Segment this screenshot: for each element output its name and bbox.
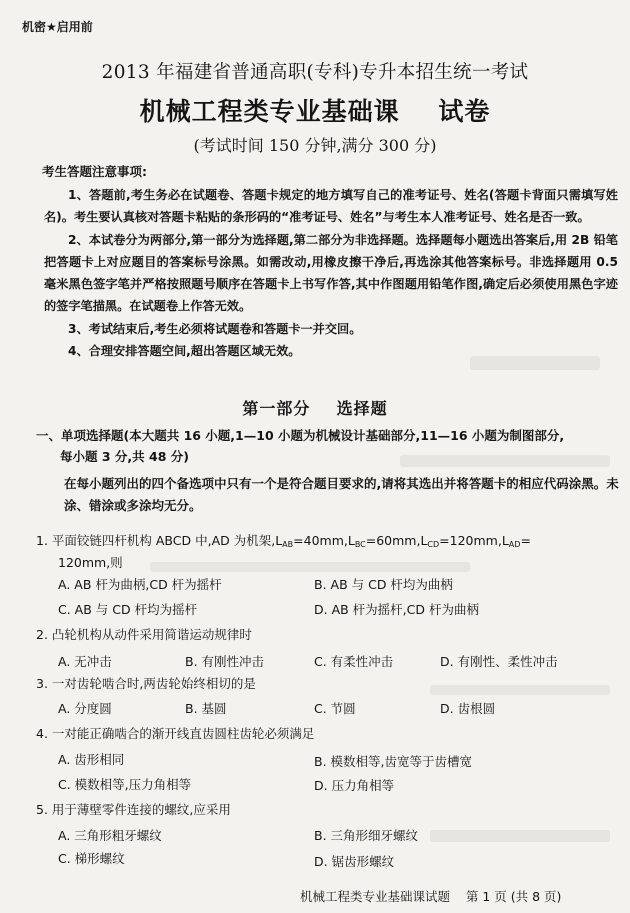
option-a: A. 齿形相同 bbox=[58, 752, 125, 767]
scan-smudge bbox=[430, 685, 610, 695]
note-item: 3、考试结束后,考生必须将试题卷和答题卡一并交回。 bbox=[68, 321, 362, 336]
option-c: C. 模数相等,压力角相等 bbox=[58, 777, 192, 792]
section-line: 每小题 3 分,共 48 分) bbox=[60, 449, 189, 464]
page-footer: 机械工程类专业基础课试题 第 1 页 (共 8 页) bbox=[300, 889, 562, 904]
option-d: D. 锯齿形螺纹 bbox=[314, 854, 395, 869]
question-2-stem: 2. 凸轮机构从动件采用简谐运动规律时 bbox=[36, 627, 252, 642]
option-c: C. AB 与 CD 杆均为摇杆 bbox=[58, 602, 198, 617]
section-instruction: 在每小题列出的四个备选项中只有一个是符合题目要求的,请将其选出并将答题卡的相应代码涂黑。未涂、错涂或多涂均无分。 bbox=[64, 476, 619, 513]
option-c: C. 节圆 bbox=[314, 701, 356, 716]
option-d: D. AB 杆为摇杆,CD 杆为曲柄 bbox=[314, 602, 479, 617]
option-d: D. 压力角相等 bbox=[314, 778, 395, 793]
question-3-stem: 3. 一对齿轮啮合时,两齿轮始终相切的是 bbox=[36, 676, 256, 691]
part-title: 第一部分 选择题 bbox=[242, 399, 388, 418]
option-d: D. 有刚性、柔性冲击 bbox=[440, 654, 558, 669]
option-d: D. 齿根圆 bbox=[440, 701, 496, 716]
question-1-stem-cont: 120mm,则 bbox=[58, 555, 123, 570]
note-item: 4、合理安排答题空间,超出答题区域无效。 bbox=[68, 344, 301, 359]
option-c: C. 有柔性冲击 bbox=[314, 654, 394, 669]
option-b: B. AB 与 CD 杆均为曲柄 bbox=[314, 577, 453, 592]
scan-smudge bbox=[150, 562, 470, 572]
scan-smudge bbox=[400, 455, 610, 467]
section-line: 一、单项选择题(本大题共 16 小题,1—10 小题为机械设计基础部分,11—16 小题为制图部分, bbox=[36, 428, 565, 443]
scan-smudge bbox=[470, 356, 600, 370]
option-c: C. 梯形螺纹 bbox=[58, 851, 125, 866]
question-5-stem: 5. 用于薄壁零件连接的螺纹,应采用 bbox=[36, 802, 231, 817]
option-a: A. 分度圆 bbox=[58, 701, 112, 716]
question-4-stem: 4. 一对能正确啮合的渐开线直齿圆柱齿轮必须满足 bbox=[36, 726, 315, 741]
exam-title: 2013 年福建省普通高职(专科)专升本招生统一考试 bbox=[101, 62, 529, 83]
option-a: A. 三角形粗牙螺纹 bbox=[58, 828, 162, 843]
note-item: 1、答题前,考生务必在试题卷、答题卡规定的地方填写自己的准考证号、姓名(答题卡背面只需填写姓名)。考生要认真核对答题卡粘贴的条形码的“准考证号、姓名”与考生本人准考证号、姓名是否一致。 bbox=[44, 188, 618, 225]
exam-duration: (考试时间 150 分钟,满分 300 分) bbox=[193, 136, 437, 155]
note-item: 2、本试卷分为两部分,第一部分为选择题,第二部分为非选择题。选择题每小题选出答案后,用 2B 铅笔把答题卡上对应题目的答案标号涂黑。如需改动,用橡皮擦干净后,再选涂其他答案标号。非选择题用 0.5 毫米黑色签字笔并严格按照题号顺序在答题卡上书写作答,其中作图题用铅笔作图,确定后必须使用黑色字迹的签字笔描黑。在试题卷上作答无效。 bbox=[44, 232, 618, 314]
option-b: B. 基圆 bbox=[185, 701, 227, 716]
paper-title: 机械工程类专业基础课 试卷 bbox=[139, 97, 491, 126]
option-a: A. 无冲击 bbox=[58, 654, 112, 669]
notes-list bbox=[44, 184, 618, 362]
option-b: B. 三角形细牙螺纹 bbox=[314, 828, 419, 843]
scan-smudge bbox=[430, 830, 610, 842]
notes-heading: 考生答题注意事项: bbox=[42, 164, 147, 179]
confidential-mark: 机密★启用前 bbox=[22, 20, 93, 34]
option-a: A. AB 杆为曲柄,CD 杆为摇杆 bbox=[58, 577, 222, 592]
option-b: B. 模数相等,齿宽等于齿槽宽 bbox=[314, 754, 472, 769]
option-b: B. 有刚性冲击 bbox=[185, 654, 265, 669]
question-1-stem: 1. 平面铰链四杆机构 ABCD 中,AD 为机架$,L_{AB}=40mm,L_{BC}=60mm,L_{CD}=120mm,L_{AD}=$ bbox=[36, 533, 531, 549]
